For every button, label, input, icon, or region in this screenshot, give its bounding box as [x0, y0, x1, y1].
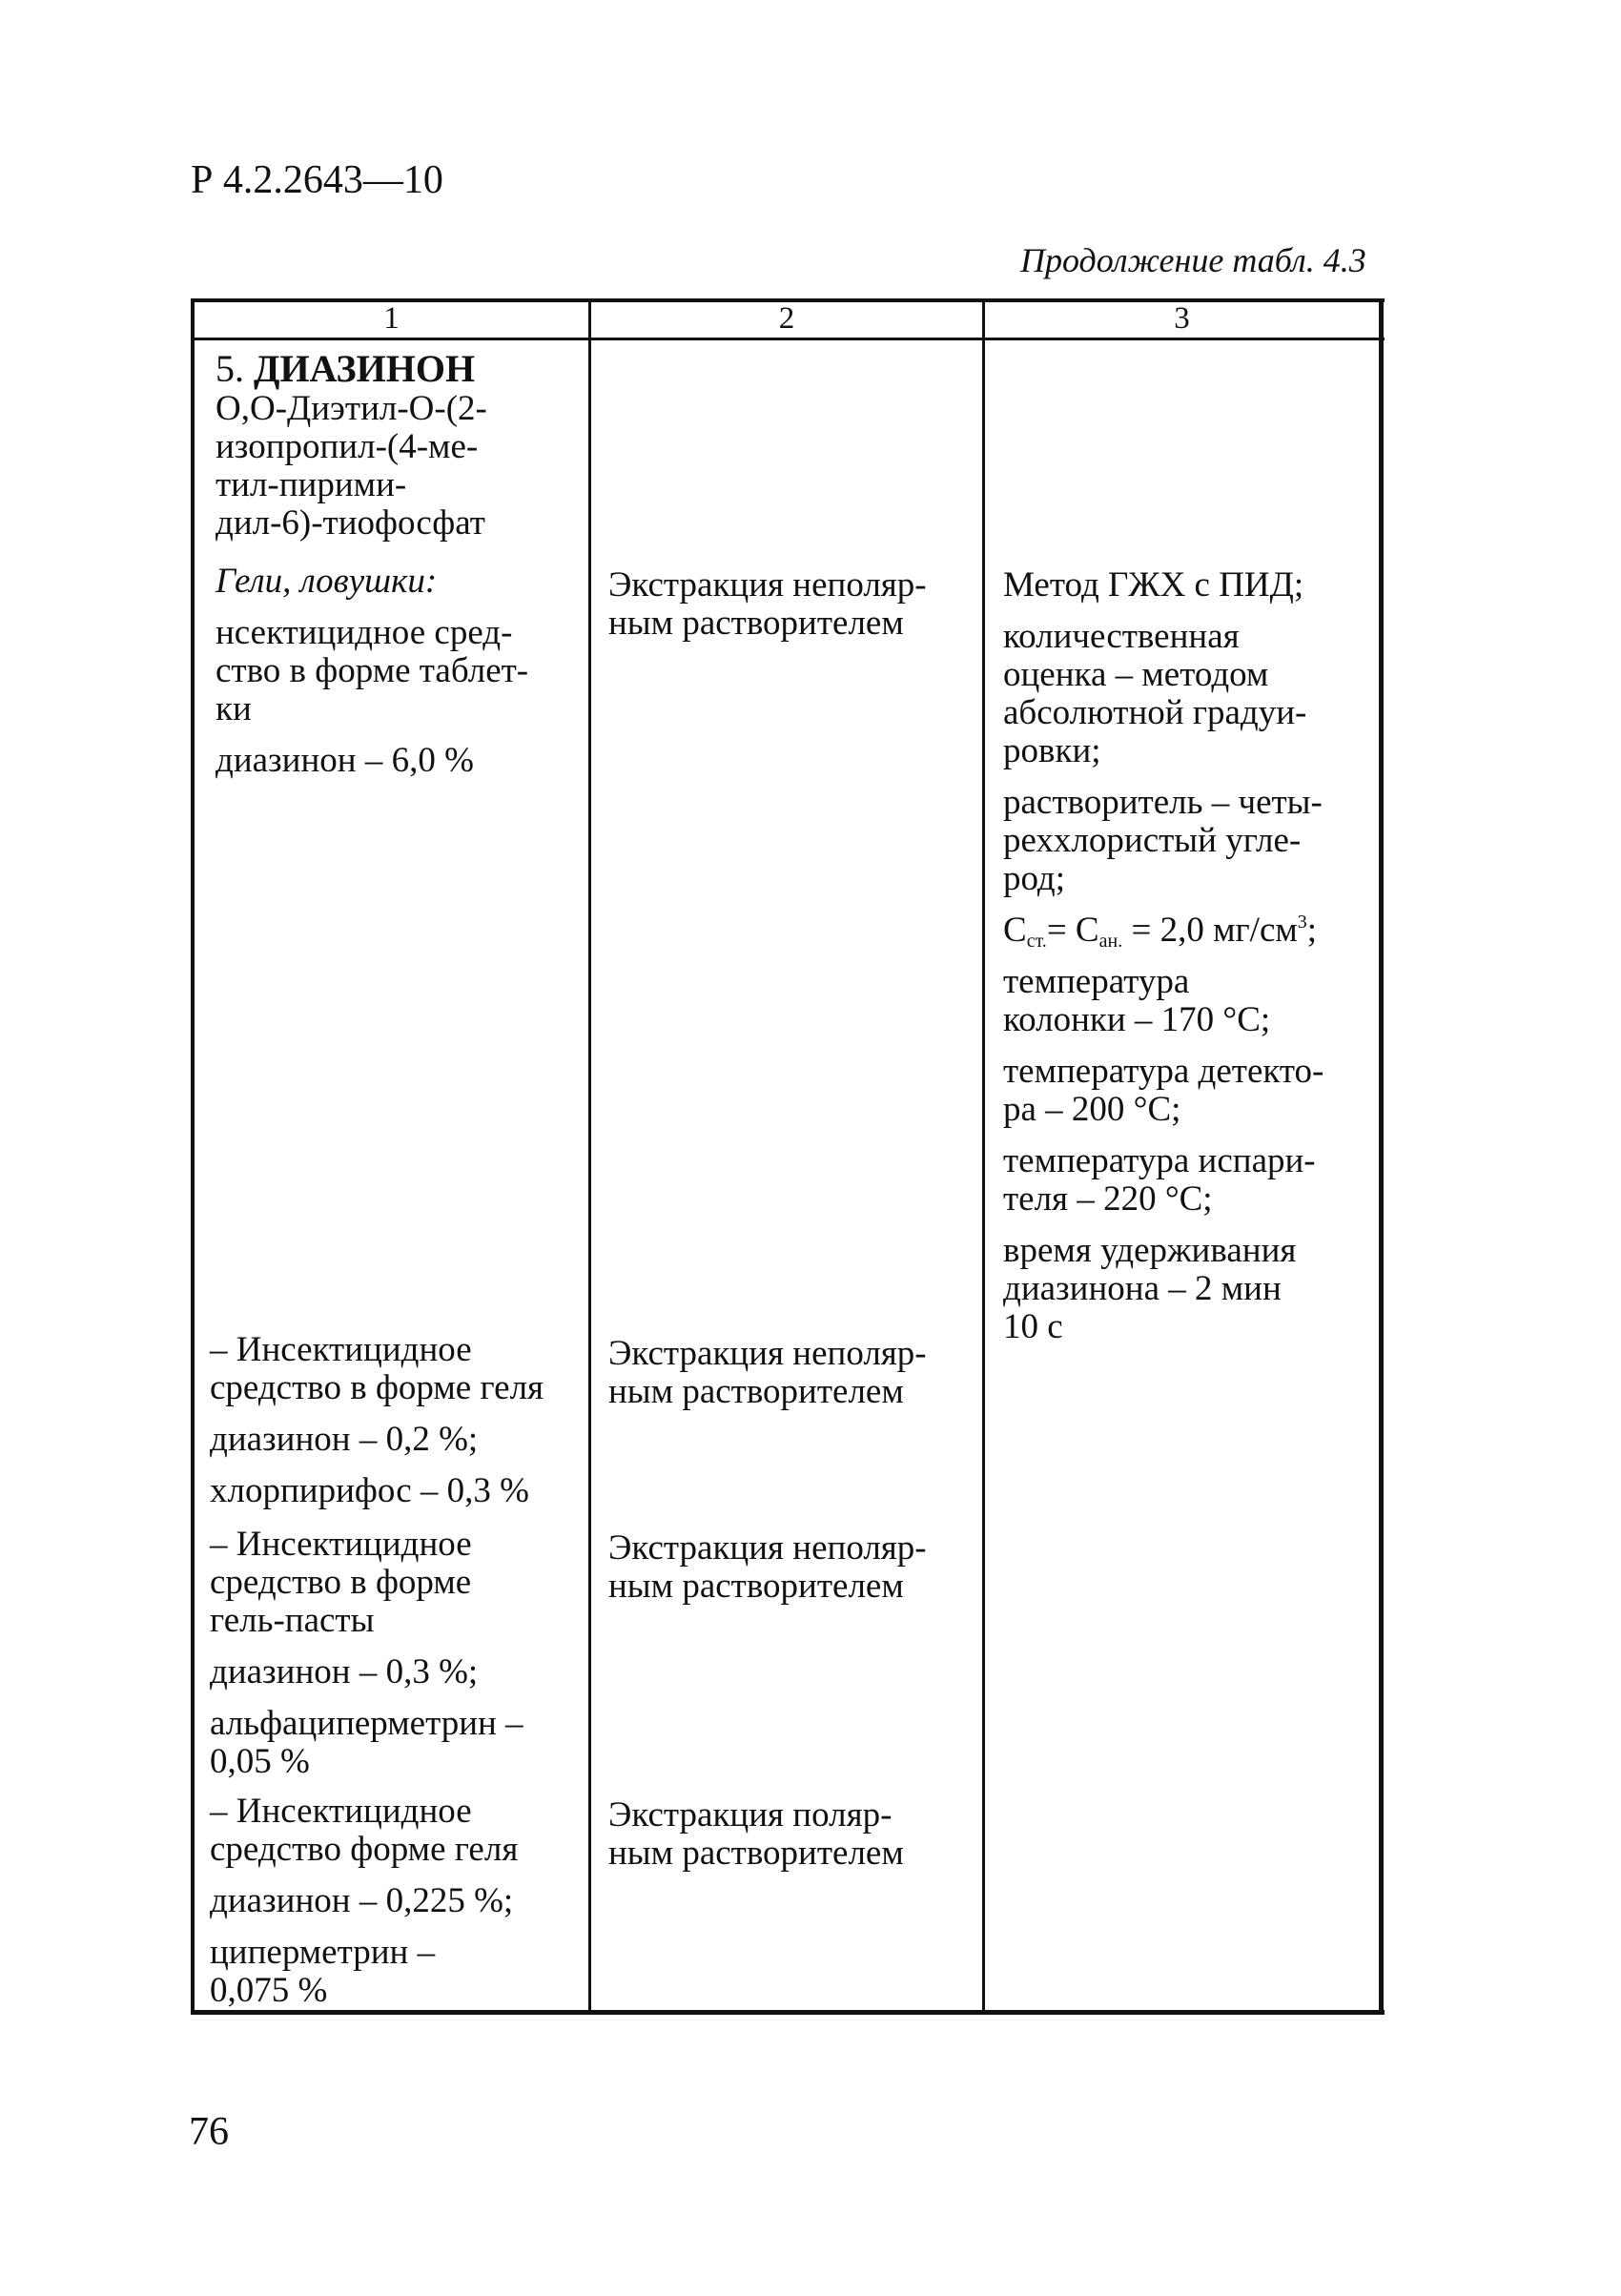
- preparation-line: ным растворителем: [608, 604, 904, 643]
- sample-form-line: нсектицидное сред-: [215, 613, 513, 652]
- method-block: [1003, 566, 1375, 1346]
- compound-title: [215, 348, 583, 390]
- table-bottom-border: [191, 2010, 1385, 2015]
- sample-form-line: средство форме геля: [210, 1830, 519, 1869]
- sample-form-line: средство в форме: [210, 1563, 472, 1602]
- method-title: Метод ГЖХ с ПИД;: [1003, 565, 1304, 605]
- row4-sample: [210, 1793, 584, 2010]
- column-number-1: 1: [383, 301, 400, 336]
- table-right-border: [1379, 298, 1384, 2015]
- row4-preparation: [608, 1796, 980, 1873]
- content-line: 0,05 %: [210, 1742, 310, 1781]
- content-line: циперметрин –: [210, 1933, 436, 1972]
- method-line: ра – 200 °С;: [1003, 1090, 1181, 1129]
- compound-block: [215, 348, 583, 543]
- c-symbol: С: [1003, 911, 1027, 950]
- document-code: Р 4.2.2643—10: [191, 158, 443, 202]
- preparation-line: Экстракция неполяр-: [608, 565, 927, 605]
- chemical-name-line: О,О-Диэтил-О-(2-: [215, 389, 487, 428]
- row3-preparation: [608, 1529, 980, 1606]
- method-line: температура: [1003, 962, 1190, 1001]
- method-line: 10 с: [1003, 1307, 1063, 1346]
- chemical-name-line: тил-пирими-: [215, 465, 407, 504]
- concentration-value: = 2,0 мг/см: [1131, 911, 1298, 950]
- content-line: хлорпирифос – 0,3 %: [210, 1471, 530, 1510]
- analyte-subscript: ан.: [1098, 931, 1123, 952]
- row2-preparation: [608, 1335, 980, 1411]
- page-number: 76: [189, 2110, 229, 2154]
- method-line: род;: [1003, 859, 1066, 898]
- content-line: диазинон – 0,225 %;: [210, 1881, 514, 1920]
- content-line: альфациперметрин –: [210, 1704, 523, 1743]
- column-number-2: 2: [778, 301, 795, 336]
- method-line: диазинона – 2 мин: [1003, 1269, 1282, 1308]
- preparation-line: ным растворителем: [608, 1372, 904, 1411]
- row1-sample: [215, 563, 583, 780]
- compound-number: 5.: [215, 347, 244, 390]
- method-line: температура испари-: [1003, 1141, 1316, 1180]
- row1-preparation: [608, 566, 980, 643]
- equals-c: = С: [1046, 911, 1099, 950]
- content-line: диазинон – 0,3 %;: [210, 1652, 479, 1691]
- method-line: растворитель – четы-: [1003, 783, 1323, 822]
- column-divider-2: [982, 298, 985, 2015]
- method-line: количественная: [1003, 617, 1240, 656]
- method-line: теля – 220 °С;: [1003, 1179, 1213, 1219]
- content-line: диазинон – 0,2 %;: [210, 1420, 479, 1459]
- chemical-name-line: дил-6)-тиофосфат: [215, 503, 485, 543]
- column-divider-1: [588, 298, 591, 2015]
- preparation-line: ным растворителем: [608, 1834, 904, 1873]
- sample-form-line: – Инсектицидное: [210, 1330, 472, 1369]
- table-continuation-caption: Продолжение табл. 4.3: [1020, 241, 1366, 279]
- content-line: 0,075 %: [210, 1971, 328, 2010]
- preparation-line: Экстракция неполяр-: [608, 1334, 927, 1373]
- preparation-line: Экстракция поляр-: [608, 1795, 893, 1835]
- method-line: абсолютной градуи-: [1003, 693, 1307, 732]
- sample-form-line: – Инсектицидное: [210, 1525, 472, 1564]
- row2-sample: [210, 1331, 584, 1510]
- standard-subscript: ст.: [1026, 931, 1047, 952]
- preparation-line: ным растворителем: [608, 1567, 904, 1606]
- row3-sample: [210, 1526, 584, 1781]
- sample-form-line: ки: [215, 689, 252, 728]
- method-line: ровки;: [1003, 731, 1101, 770]
- table-left-border: [191, 298, 195, 2015]
- sample-group-heading: Гели, ловушки:: [215, 562, 438, 601]
- content-line: диазинон – 6,0 %: [215, 741, 474, 780]
- method-line: время удерживания: [1003, 1231, 1297, 1270]
- method-line: оценка – методом: [1003, 655, 1269, 694]
- column-number-3: 3: [1174, 301, 1190, 336]
- sample-form-line: гель-пасты: [210, 1601, 375, 1640]
- method-line: температура детекто-: [1003, 1052, 1324, 1091]
- chemical-name-line: изопропил-(4-ме-: [215, 427, 479, 466]
- compound-name: ДИАЗИНОН: [254, 347, 476, 390]
- concentration-end: ;: [1306, 911, 1318, 950]
- sample-form-line: средство в форме геля: [210, 1368, 544, 1407]
- unit-superscript: 3: [1297, 912, 1307, 933]
- sample-form-line: ство в форме таблет-: [215, 651, 529, 690]
- method-line: колонки – 170 °С;: [1003, 1000, 1271, 1039]
- sample-form-line: – Инсектицидное: [210, 1792, 472, 1831]
- preparation-line: Экстракция неполяр-: [608, 1528, 927, 1568]
- method-line: реххлористый угле-: [1003, 821, 1302, 860]
- concentration-line: [1003, 912, 1375, 950]
